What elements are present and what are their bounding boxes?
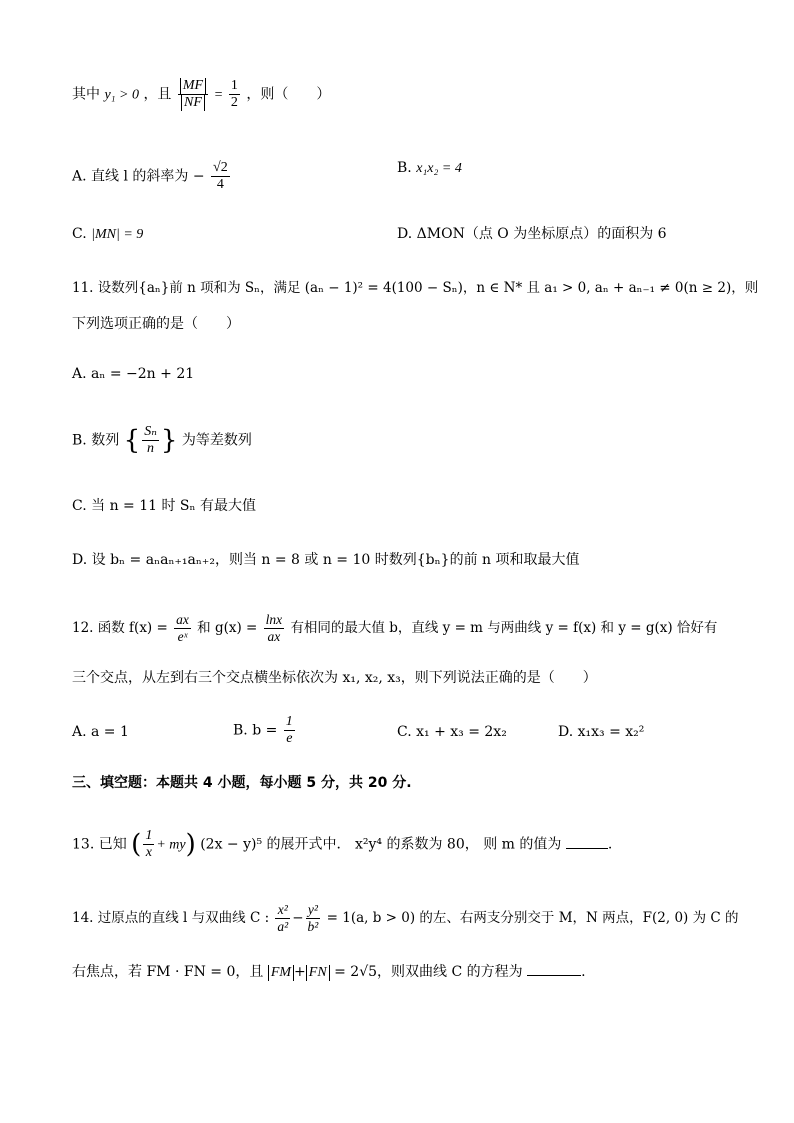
q11-option-b-prefix: B. 数列 [72, 432, 120, 449]
q12-stem-line2: 三个交点，从左到右三个交点横坐标依次为 x₁, x₂, x₃，则下列说法正确的是（ ） [72, 670, 597, 686]
q10-stem-mid: ，且 [143, 86, 172, 103]
q12-f-fraction [174, 612, 191, 645]
q13-fraction [143, 828, 154, 861]
q11-option-b-den: n [147, 441, 155, 456]
q10-ratio-numerator: MF [180, 78, 206, 94]
q10-ratio-value-num: 1 [230, 78, 238, 93]
q10-option-c-text: |MN| = 9 [91, 227, 144, 242]
q14-prefix: 14. 过原点的直线 l 与双曲线 C : [72, 910, 270, 926]
q10-ratio-value [229, 78, 240, 111]
q10-ratio-value-den: 2 [230, 95, 238, 110]
q11-option-b-fraction [142, 424, 159, 457]
q14-abs-fm: FM [268, 965, 294, 981]
q14-x-fraction [275, 902, 290, 935]
q11-stem-line2: 下列选项正确的是（ ） [72, 316, 240, 332]
q12-g-num: lnx [265, 612, 283, 627]
q14-y-den: b² [307, 919, 319, 934]
q12-mid: 和 g(x) = [197, 620, 258, 636]
q13-end: . [607, 836, 613, 853]
q11-option-c: C. 当 n = 11 时 Sₙ 有最大值 [72, 498, 257, 514]
q10-option-a-den: 4 [216, 177, 224, 192]
q13-frac-num: 1 [145, 828, 153, 843]
q14-x-den: a² [277, 919, 289, 934]
q12-option-d: D. x₁x₃ = x₂² [558, 724, 645, 740]
q10-stem-prefix: 其中 [72, 86, 100, 103]
q12-option-c: C. x₁ + x₃ = 2x₂ [397, 724, 507, 740]
q12-option-b-num: 1 [285, 714, 293, 729]
q10-stem-suffix: ，则（ ） [246, 86, 331, 103]
q11-stem-line1: 11. 设数列{aₙ}前 n 项和为 Sₙ，满足 (aₙ − 1)² = 4(100 − Sₙ)，n ∈ N* 且 a₁ > 0, aₙ + aₙ₋₁ ≠ 0(n ≥ 2)，则 [72, 280, 759, 296]
q10-option-d-text: ΔMON（点 O 为坐标原点）的面积为 6 [416, 226, 667, 242]
q10-option-a-label: A. [72, 168, 87, 185]
q14-minus: − [292, 910, 304, 926]
q13-after-frac: + my [156, 837, 186, 853]
q14-stem-line2 [72, 962, 586, 982]
q14-x-num: x² [275, 902, 290, 919]
q14-line2-prefix: 右焦点，若 FM · FN = 0，且 [72, 964, 264, 980]
q13-answer-blank[interactable] [566, 848, 608, 849]
q14-plus: + [294, 964, 306, 980]
q13-suffix: (2x − y)⁵ 的展开式中． x²y⁴ 的系数为 80， 则 m 的值为 [200, 836, 562, 853]
q12-prefix: 12. 函数 f(x) = [72, 620, 168, 636]
q10-option-b-label: B. [397, 160, 412, 176]
q14-y-fraction [306, 902, 321, 935]
q12-stem-line1 [72, 612, 717, 645]
q10-option-c-label: C. [72, 226, 87, 242]
q10-option-a-fraction [211, 160, 230, 193]
q12-f-den: eˣ [177, 629, 188, 644]
q10-ratio-denominator: NF [181, 95, 205, 111]
q14-answer-blank[interactable] [527, 975, 581, 976]
q11-option-b-suffix: 为等差数列 [181, 432, 252, 449]
q12-option-a: A. a = 1 [72, 724, 129, 740]
q14-abs-fn: FN [306, 965, 330, 981]
q10-stem: 其中 y₁ > 0 ，且 $\frac{MF}{NF}$ = $\frac{1}{2}$ ，则（ ） [72, 78, 331, 110]
q10-option-b [397, 158, 462, 179]
q10-option-a [72, 160, 232, 193]
q11-option-b: B. 数列 { $\frac{\text{Sₙ}}{n}$ } 为等差数列 [72, 424, 252, 456]
q11-option-a: A. aₙ = −2n + 21 [72, 366, 195, 382]
q10-option-c [72, 224, 143, 245]
q14-y-num: y² [306, 902, 321, 919]
q10-option-a-text: 直线 l 的斜率为 − [91, 168, 205, 185]
q14-end: . [581, 964, 586, 980]
q12-suffix: 有相同的最大值 b，直线 y = m 与两曲线 y = f(x) 和 y = g(x) 恰好有 [290, 620, 718, 636]
q10-option-d [397, 224, 667, 244]
q11-option-b-num: Sₙ [144, 424, 157, 439]
q12-option-b [233, 714, 297, 747]
q12-option-b-fraction [284, 714, 295, 747]
q12-option-b-prefix: B. b = [233, 722, 278, 739]
q14-stem-line1 [72, 902, 739, 935]
q11-option-d: D. 设 bₙ = aₙaₙ₊₁aₙ₊₂，则当 n = 8 或 n = 10 时数列{bₙ}的前 n 项和取最大值 [72, 552, 580, 568]
q12-g-fraction [264, 612, 285, 645]
section-3-heading: 三、填空题：本题共 4 小题，每小题 5 分，共 20 分. [72, 775, 412, 791]
q13-prefix: 13. 已知 [72, 836, 127, 853]
q12-option-b-den: e [286, 731, 293, 746]
q13-frac-den: x [145, 845, 152, 860]
q12-f-num: ax [176, 612, 189, 627]
q14-suffix: = 1(a, b > 0) 的左、右两支分别交于 M，N 两点，F(2, 0) 为 C 的 [326, 910, 739, 926]
q13-stem: 13. 已知 ( $\frac{1}{x}$ + my) (2x − y)⁵ 的展开式中． x²y⁴ 的系数为 80， 则 m 的值为 . [72, 828, 613, 860]
q14-eq: = 2√5，则双曲线 C 的方程为 [334, 964, 523, 980]
q10-option-a-num: √2 [213, 160, 228, 175]
q10-ratio-fraction [178, 78, 208, 111]
q10-option-b-text: x₁x₂ = 4 [416, 161, 462, 176]
q12-g-den: ax [267, 629, 281, 644]
q10-condition: y₁ > 0 [104, 87, 139, 103]
q10-option-d-label: D. [397, 226, 413, 242]
